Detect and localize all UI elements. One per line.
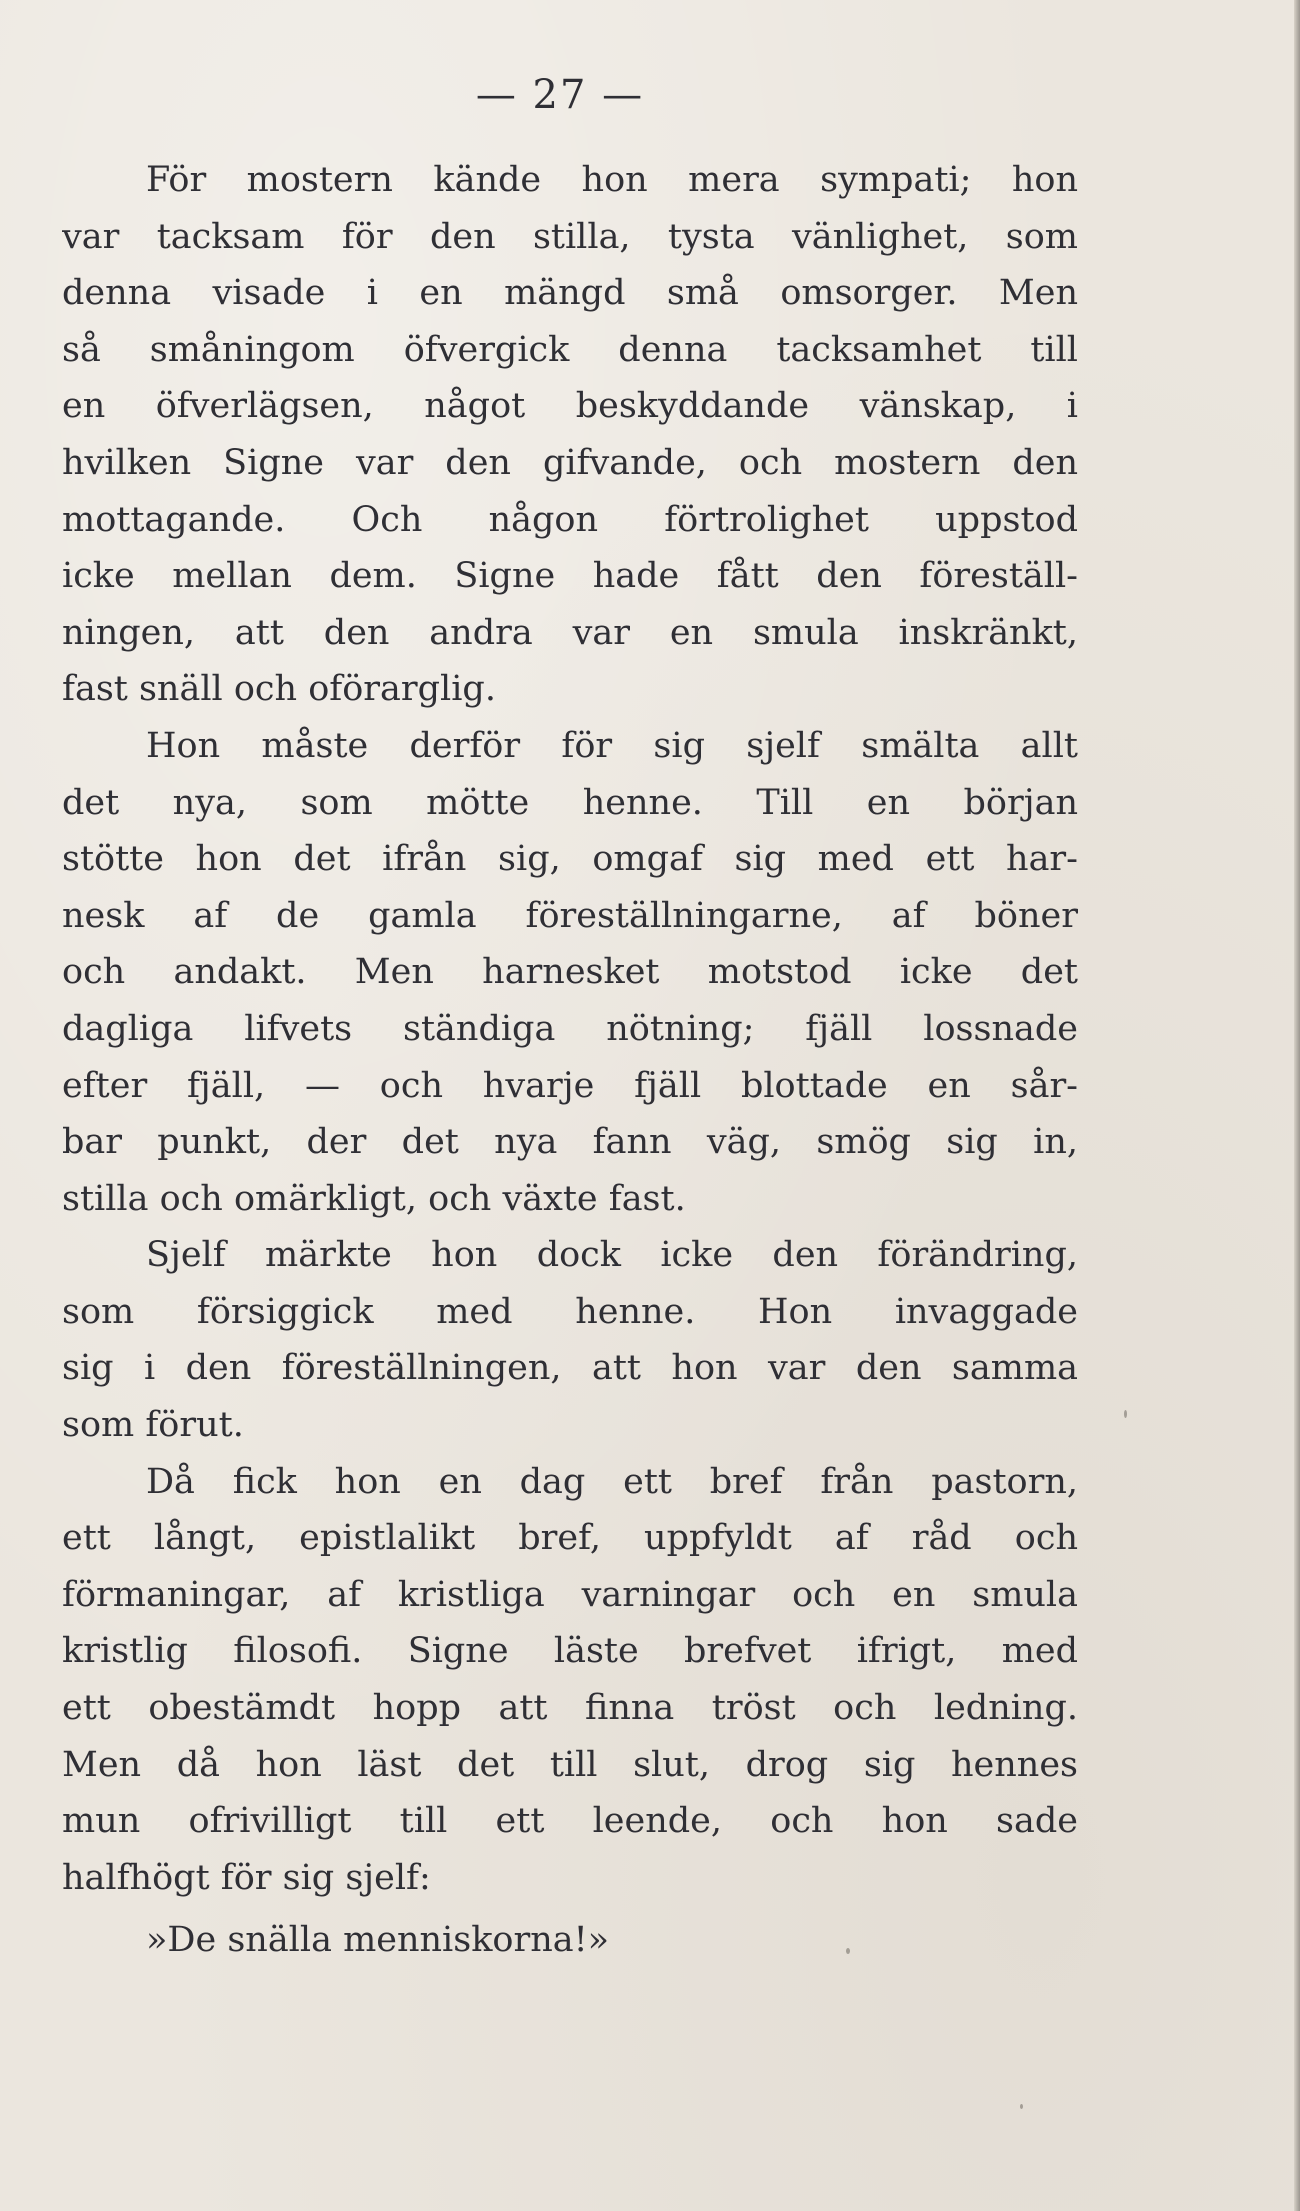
- text-line: kristlig filosofi. Signe läste brefvet ifrigt, med: [62, 1631, 1078, 1672]
- text-line: ett långt, epistlalikt bref, uppfyldt af råd och: [62, 1518, 1078, 1559]
- text-line: stilla och omärkligt, och växte fast.: [62, 1178, 686, 1219]
- text-line: Då fick hon en dag ett bref från pastorn,: [146, 1461, 1078, 1502]
- text-line: var tacksam för den stilla, tysta vänlighet, som: [62, 216, 1078, 257]
- text-line: och andakt. Men harnesket motstod icke det: [62, 952, 1078, 993]
- text-line: ningen, att den andra var en smula inskränkt,: [62, 612, 1078, 653]
- body-text: [62, 152, 1078, 1969]
- text-line: Men då hon läst det till slut, drog sig hennes: [62, 1744, 1078, 1785]
- text-line: För mostern kände hon mera sympati; hon: [146, 160, 1078, 200]
- text-line: bar punkt, der det nya fann väg, smög sig in,: [62, 1122, 1078, 1163]
- paper-speck: [1124, 1410, 1127, 1418]
- paper-speck: [1020, 2104, 1023, 2109]
- text-line: mottagande. Och någon förtrolighet uppstod: [62, 499, 1078, 540]
- closing-quote-line: »De snälla menniskorna!»: [146, 1920, 610, 1961]
- text-line: förmaningar, af kristliga varningar och en smula: [62, 1574, 1078, 1615]
- text-line: stötte hon det ifrån sig, omgaf sig med ett har-: [62, 839, 1078, 880]
- text-line: mun ofrivilligt till ett leende, och hon sade: [62, 1801, 1078, 1842]
- text-line: som förut.: [62, 1405, 244, 1446]
- text-line: sig i den föreställningen, att hon var den samma: [62, 1348, 1078, 1389]
- text-line: halfhögt för sig sjelf:: [62, 1857, 431, 1898]
- text-line: en öfverlägsen, något beskyddande vänskap, i: [62, 386, 1078, 427]
- text-line: ett obestämdt hopp att finna tröst och ledning.: [62, 1688, 1078, 1729]
- page-number: — 27 —: [475, 72, 645, 118]
- page-edge-shadow: [1294, 0, 1300, 2211]
- text-line: Sjelf märkte hon dock icke den förändring,: [146, 1235, 1078, 1276]
- text-line: icke mellan dem. Signe hade fått den föreställ-: [62, 556, 1078, 597]
- paper-speck: [846, 1948, 850, 1954]
- text-line: nesk af de gamla föreställningarne, af böner: [62, 895, 1078, 936]
- text-line: efter fjäll, — och hvarje fjäll blottade en sår-: [62, 1065, 1078, 1106]
- text-line: det nya, som mötte henne. Till en början: [62, 782, 1078, 823]
- text-line: dagliga lifvets ständiga nötning; fjäll lossnade: [62, 1008, 1078, 1049]
- text-line: denna visade i en mängd små omsorger. Men: [62, 273, 1078, 314]
- text-line: fast snäll och oförarglig.: [62, 669, 496, 710]
- text-line: som försiggick med henne. Hon invaggade: [62, 1291, 1078, 1332]
- text-line: hvilken Signe var den gifvande, och mostern den: [62, 442, 1078, 483]
- text-line: Hon måste derför för sig sjelf smälta allt: [146, 725, 1078, 766]
- text-line: så småningom öfvergick denna tacksamhet till: [62, 329, 1078, 370]
